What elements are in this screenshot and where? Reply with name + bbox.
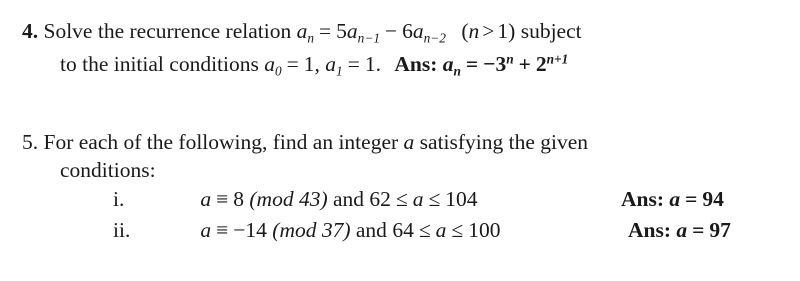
recurrence-condition: (n > 1) xyxy=(461,19,516,43)
problem-4-answer: $a_n = -3^n + 2^{n+1}$ xyxy=(442,51,569,79)
problem-5-line-1 xyxy=(22,132,588,154)
initial-conditions-text: to the initial conditions xyxy=(60,52,259,76)
initial-condition-a1: $a_1$ xyxy=(325,52,343,79)
list-item xyxy=(113,220,800,242)
range-condition: 62 ≤ a ≤ 104 xyxy=(369,187,478,211)
problem-4-line-2: to the initial conditions $a_0 = 1$, $a_1 = 1$. Ans: $a_n = -3^n + 2^{n+1}$ xyxy=(60,51,569,79)
item-answer: Ans: a = 94 xyxy=(621,187,724,211)
recurrence-term-1: $5a_{n-1}$ xyxy=(336,19,380,46)
problem-4-number: 4. xyxy=(22,19,39,43)
item-label: ii. xyxy=(113,218,131,242)
item-label: i. xyxy=(113,187,125,211)
congruence-condition: a ≡ 8 (mod 43) xyxy=(200,187,328,211)
congruence-condition: a ≡ −14 (mod 37) xyxy=(200,218,351,242)
problem-5-intro-end: satisfying the given xyxy=(419,130,589,154)
problem-4-line-1 xyxy=(22,19,582,46)
problem-5-number: 5. xyxy=(22,130,39,154)
and-text: and xyxy=(333,187,365,211)
problem-4-answer-label: Ans: xyxy=(394,52,438,76)
and-text: and xyxy=(355,218,387,242)
initial-condition-a0: $a_0$ xyxy=(264,52,282,79)
list-item xyxy=(113,189,800,211)
recurrence-term-2: $6a_{n-2}$ xyxy=(402,19,446,46)
conditions-label: conditions: xyxy=(60,158,156,182)
range-condition: 64 ≤ a ≤ 100 xyxy=(392,218,501,242)
recurrence-lhs: $a_n$ xyxy=(296,19,315,46)
integer-variable: a xyxy=(403,130,415,154)
minus-sign: − xyxy=(385,19,398,43)
item-answer: Ans: a = 97 xyxy=(628,218,731,242)
problem-5-intro: For each of the following, find an integer xyxy=(43,130,399,154)
problem-5-line-2 xyxy=(60,160,156,182)
problem-4-subject: subject xyxy=(520,19,582,43)
equals-sign: = xyxy=(319,19,332,43)
problem-4-intro: Solve the recurrence relation xyxy=(43,19,292,43)
